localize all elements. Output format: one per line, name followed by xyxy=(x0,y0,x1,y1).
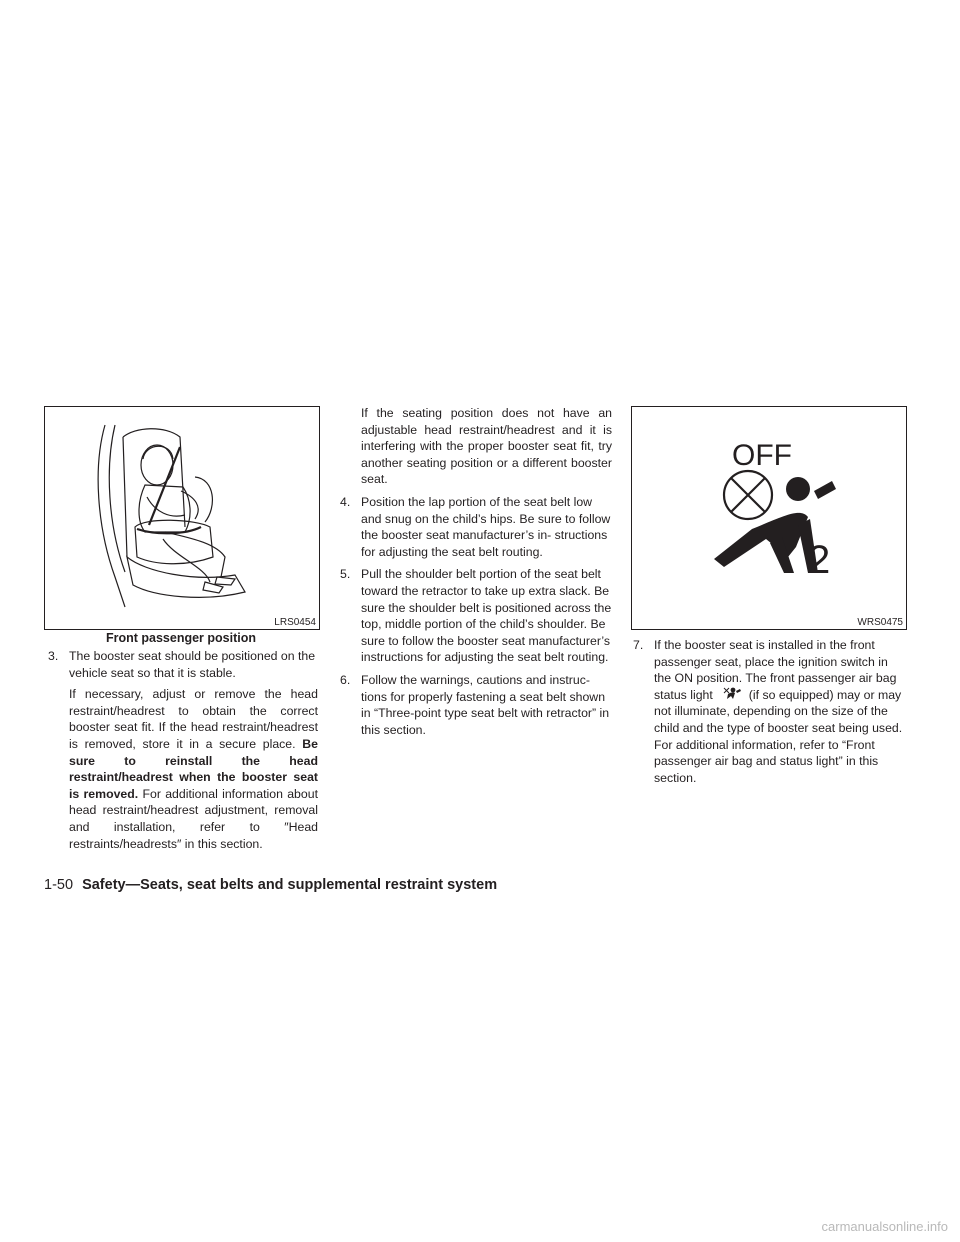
off-text: OFF xyxy=(732,439,792,472)
list-item-7 xyxy=(633,637,905,786)
item-text: Follow the warnings, cautions and instruc- tions for properly fastening a seat belt shown in “Three-point type seat belt with retractor” in this section. xyxy=(361,672,610,737)
item-number: 5. xyxy=(340,567,351,582)
item-number: 3. xyxy=(48,649,59,663)
figure-code: WRS0475 xyxy=(857,617,903,628)
paragraph-text: If necessary, adjust or remove the head restraint/headrest to obtain the correct booster seat fit. If the head restraint/headrest is removed, store it in a secure place. xyxy=(69,687,318,751)
airbag-status-light-figure xyxy=(631,406,907,630)
child-booster-seat-figure xyxy=(44,406,320,630)
list-item-4 xyxy=(340,494,612,560)
item-number: 4. xyxy=(340,494,351,509)
item-3-paragraph-2 xyxy=(48,686,318,852)
list-item-5 xyxy=(340,566,612,666)
column-middle xyxy=(340,405,612,738)
passenger-airbag-off-icon xyxy=(632,407,906,629)
section-title: Safety—Seats, seat belts and supplemental restraint system xyxy=(82,877,498,893)
child-in-booster-seat-illustration xyxy=(45,407,319,629)
item-text: Position the lap portion of the seat belt low and snug on the child’s hips. Be sure to follow the booster seat manufacturer’s in- structions for adjusting the seat belt routing. xyxy=(361,494,611,559)
seat-number-text: 2 xyxy=(808,538,831,582)
column-right xyxy=(633,637,905,786)
page-footer xyxy=(44,877,497,893)
figure-code: LRS0454 xyxy=(274,617,316,628)
paragraph-text: For additional information about head restraint/headrest adjustment, removal and installation, refer to ″Head restraints/headrests″ in this section. xyxy=(69,786,318,851)
item-text-continued: (if so equipped) may or may not illuminate, depending on the size of the child and the type of booster seat being used. For additional information, refer to “Front passenger air bag and status light” in this section. xyxy=(654,687,903,785)
airbag-status-light-icon xyxy=(719,687,745,701)
page-number: 1-50 xyxy=(44,877,74,893)
item-text: The booster seat should be positioned on the vehicle seat so that it is stable. xyxy=(69,649,316,680)
column-left xyxy=(48,648,318,852)
continued-paragraph: If the seating position does not have an adjustable head restraint/headrest and it is interfering with the proper booster seat fit, try another seating position or a different booster seat. xyxy=(361,406,612,487)
item-number: 6. xyxy=(340,672,351,687)
list-item-6 xyxy=(340,672,612,738)
figure-caption: Front passenger position xyxy=(105,631,256,645)
list-item-3 xyxy=(48,648,318,681)
watermark-text: carmanualsonline.info xyxy=(821,1219,948,1234)
item-text: Pull the shoulder belt portion of the seat belt toward the retractor to take up extra slack. Be sure the shoulder belt is positioned across the top, middle portion of the child’s shoulder. Be sure to follow the booster seat manufacturer’s instructions for adjusting the seat belt routing. xyxy=(361,567,612,665)
item-text: If the booster seat is installed in the front passenger seat, place the ignition switch in the ON position. The front passenger air bag status light xyxy=(654,638,897,702)
item-number: 7. xyxy=(633,638,644,652)
bold-warning-text: Be sure to reinstall the head restraint/headrest when the booster seat is removed. xyxy=(69,736,318,801)
